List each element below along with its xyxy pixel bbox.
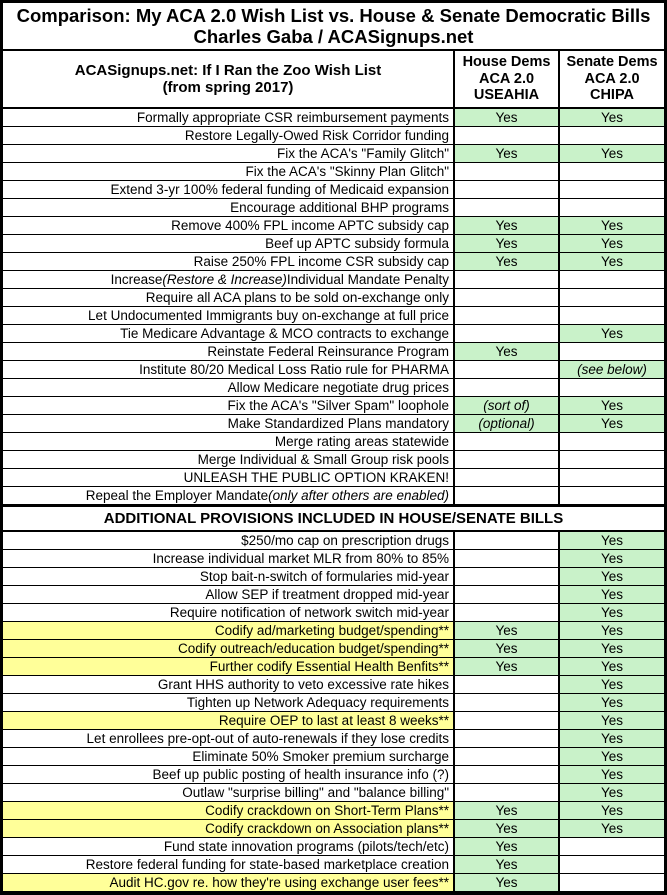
senate-bill-cell: Yes <box>558 586 664 603</box>
table-row <box>3 433 664 451</box>
house-bill-cell <box>453 568 558 585</box>
table-row <box>3 451 664 469</box>
column-header-row <box>3 51 664 109</box>
house-bill-cell <box>453 361 558 378</box>
senate-bill-cell <box>558 451 664 468</box>
house-bill-cell: Yes <box>453 217 558 234</box>
table-row <box>3 874 664 892</box>
house-bill-cell <box>453 451 558 468</box>
house-bill-cell <box>453 325 558 342</box>
house-bill-cell: (sort of) <box>453 397 558 414</box>
wishlist-item-label: Require notification of network switch mid-year <box>169 605 449 620</box>
house-bill-cell <box>453 487 558 504</box>
column-header-wishlist <box>3 51 453 107</box>
senate-bill-cell <box>558 487 664 504</box>
wishlist-item-label: Formally appropriate CSR reimbursement payments <box>136 110 449 125</box>
wishlist-item-label: Codify ad/marketing budget/spending** <box>3 622 453 639</box>
senate-header-line3: CHIPA <box>589 87 635 104</box>
house-bill-cell <box>453 469 558 486</box>
table-row <box>3 361 664 379</box>
senate-bill-cell: Yes <box>558 253 664 270</box>
house-bill-cell <box>453 586 558 603</box>
wishlist-header-line2: (from spring 2017) <box>162 79 294 96</box>
wishlist-item-label: Institute 80/20 Medical Loss Ratio rule for PHARMA <box>139 362 449 377</box>
table-row <box>3 532 664 550</box>
house-bill-cell: (optional) <box>453 415 558 432</box>
table-row <box>3 253 664 271</box>
wishlist-item-label: Require all ACA plans to be sold on-exchange only <box>145 290 449 305</box>
table-row <box>3 658 664 676</box>
table-title-block <box>3 3 664 51</box>
table-row <box>3 469 664 487</box>
house-bill-cell <box>453 127 558 144</box>
senate-bill-cell: Yes <box>558 415 664 432</box>
table-row <box>3 397 664 415</box>
wishlist-item-label: Encourage additional BHP programs <box>230 200 449 215</box>
senate-bill-cell <box>558 874 664 891</box>
wishlist-item-label-part: Repeal the Employer Mandate <box>85 488 269 503</box>
wishlist-item-label: Let Undocumented Immigrants buy on-exchange at full price <box>88 308 449 323</box>
senate-bill-cell <box>558 127 664 144</box>
house-bill-cell <box>453 199 558 216</box>
senate-bill-cell <box>558 181 664 198</box>
senate-bill-cell: Yes <box>558 640 664 657</box>
wishlist-item-label: Raise 250% FPL income CSR subsidy cap <box>193 254 449 269</box>
table-row <box>3 766 664 784</box>
house-bill-cell <box>453 712 558 729</box>
table-row <box>3 289 664 307</box>
senate-bill-cell <box>558 379 664 396</box>
house-bill-cell: Yes <box>453 253 558 270</box>
senate-bill-cell <box>558 469 664 486</box>
house-bill-cell: Yes <box>453 145 558 162</box>
house-bill-cell: Yes <box>453 343 558 360</box>
house-bill-cell <box>453 694 558 711</box>
wishlist-item-label: Stop bait-n-switch of formularies mid-year <box>199 569 449 584</box>
senate-bill-cell: Yes <box>558 235 664 252</box>
senate-header-line2: ACA 2.0 <box>584 70 640 87</box>
wishlist-item-label: Restore federal funding for state-based marketplace creation <box>85 857 449 872</box>
senate-header-line1: Senate Dems <box>566 54 658 71</box>
senate-bill-cell: Yes <box>558 568 664 585</box>
table-row <box>3 622 664 640</box>
senate-bill-cell: Yes <box>558 820 664 837</box>
wishlist-item-label: Tighten up Network Adequacy requirements <box>186 695 449 710</box>
wishlist-item-label: Remove 400% FPL income APTC subsidy cap <box>171 218 449 233</box>
wishlist-item-label-part: (only after others are enabled) <box>268 488 449 503</box>
wishlist-item-label: Fix the ACA's "Silver Spam" loophole <box>227 398 449 413</box>
house-header-line1: House Dems <box>462 54 551 71</box>
table-row <box>3 145 664 163</box>
wishlist-item-label <box>3 487 453 504</box>
wishlist-item-label-part: (Restore & Increase) <box>162 272 287 287</box>
house-header-line2: ACA 2.0 <box>478 70 535 87</box>
house-bill-cell <box>453 748 558 765</box>
senate-bill-cell: Yes <box>558 694 664 711</box>
house-bill-cell <box>453 532 558 549</box>
senate-bill-cell <box>558 289 664 306</box>
wishlist-item-label: Extend 3-yr 100% federal funding of Medicaid expansion <box>110 182 449 197</box>
house-bill-cell <box>453 271 558 288</box>
house-bill-cell <box>453 784 558 801</box>
table-row <box>3 838 664 856</box>
senate-bill-cell <box>558 307 664 324</box>
table-row <box>3 109 664 127</box>
wishlist-item-label: $250/mo cap on prescription drugs <box>241 533 449 548</box>
table-row <box>3 586 664 604</box>
senate-bill-cell: Yes <box>558 217 664 234</box>
wishlist-item-label: Make Standardized Plans mandatory <box>227 416 449 431</box>
senate-bill-cell: Yes <box>558 550 664 567</box>
house-bill-cell <box>453 307 558 324</box>
senate-bill-cell <box>558 433 664 450</box>
table-row <box>3 550 664 568</box>
senate-bill-cell: Yes <box>558 766 664 783</box>
page-subtitle: Charles Gaba / ACASignups.net <box>193 26 474 47</box>
table-row <box>3 820 664 838</box>
table-row <box>3 802 664 820</box>
table-row <box>3 271 664 289</box>
house-header-line3: USEAHIA <box>473 87 540 104</box>
senate-bill-cell: Yes <box>558 712 664 729</box>
table-row <box>3 217 664 235</box>
wishlist-item-label: UNLEASH THE PUBLIC OPTION KRAKEN! <box>183 470 449 485</box>
wishlist-item-label: Codify crackdown on Association plans** <box>3 820 453 837</box>
table-row <box>3 343 664 361</box>
table-row <box>3 181 664 199</box>
senate-bill-cell: Yes <box>558 730 664 747</box>
house-bill-cell <box>453 676 558 693</box>
house-bill-cell: Yes <box>453 109 558 126</box>
wishlist-item-label: Outlaw "surprise billing" and "balance billing" <box>182 785 449 800</box>
senate-bill-cell: Yes <box>558 397 664 414</box>
senate-bill-cell: Yes <box>558 532 664 549</box>
table-row <box>3 856 664 874</box>
wishlist-item-label <box>3 271 453 288</box>
table-row <box>3 307 664 325</box>
table-row <box>3 415 664 433</box>
wishlist-item-label-part: Increase <box>110 272 163 287</box>
wishlist-item-label: Merge Individual & Small Group risk pools <box>197 452 449 467</box>
table-row <box>3 730 664 748</box>
senate-bill-cell <box>558 271 664 288</box>
house-bill-cell: Yes <box>453 658 558 675</box>
wishlist-item-label-part: Individual Mandate Penalty <box>286 272 449 287</box>
additional-provisions-rows-section <box>3 532 664 892</box>
senate-bill-cell: Yes <box>558 658 664 675</box>
wishlist-item-label: Let enrollees pre-opt-out of auto-renewals if they lose credits <box>86 731 449 746</box>
senate-bill-cell <box>558 838 664 855</box>
column-header-house <box>453 51 558 107</box>
additional-provisions-header: ADDITIONAL PROVISIONS INCLUDED IN HOUSE/SENATE BILLS <box>3 505 664 532</box>
senate-bill-cell <box>558 343 664 360</box>
house-bill-cell: Yes <box>453 802 558 819</box>
column-header-senate <box>558 51 664 107</box>
wishlist-item-label: Further codify Essential Health Benfits** <box>3 658 453 675</box>
wishlist-rows-section <box>3 109 664 505</box>
senate-bill-cell <box>558 163 664 180</box>
wishlist-item-label: Require OEP to last at least 8 weeks** <box>3 712 453 729</box>
senate-bill-cell <box>558 856 664 873</box>
house-bill-cell: Yes <box>453 874 558 891</box>
senate-bill-cell: Yes <box>558 676 664 693</box>
wishlist-item-label: Grant HHS authority to veto excessive rate hikes <box>157 677 449 692</box>
house-bill-cell <box>453 289 558 306</box>
wishlist-item-label: Allow Medicare negotiate drug prices <box>227 380 449 395</box>
table-row <box>3 568 664 586</box>
senate-bill-cell: Yes <box>558 145 664 162</box>
table-row <box>3 127 664 145</box>
house-bill-cell <box>453 181 558 198</box>
house-bill-cell <box>453 766 558 783</box>
wishlist-item-label: Eliminate 50% Smoker premium surcharge <box>192 749 449 764</box>
senate-bill-cell: (see below) <box>558 361 664 378</box>
senate-bill-cell: Yes <box>558 604 664 621</box>
senate-bill-cell: Yes <box>558 109 664 126</box>
wishlist-item-label: Allow SEP if treatment dropped mid-year <box>205 587 449 602</box>
house-bill-cell <box>453 550 558 567</box>
table-row <box>3 784 664 802</box>
wishlist-item-label: Fund state innovation programs (pilots/tech/etc) <box>163 839 449 854</box>
house-bill-cell <box>453 730 558 747</box>
page-title: Comparison: My ACA 2.0 Wish List vs. House & Senate Democratic Bills <box>16 4 651 26</box>
table-row <box>3 676 664 694</box>
house-bill-cell: Yes <box>453 838 558 855</box>
table-row <box>3 235 664 253</box>
house-bill-cell: Yes <box>453 640 558 657</box>
house-bill-cell: Yes <box>453 622 558 639</box>
wishlist-item-label: Audit HC.gov re. how they're using exchange user fees** <box>3 874 453 891</box>
wishlist-item-label: Reinstate Federal Reinsurance Program <box>207 344 449 359</box>
house-bill-cell <box>453 433 558 450</box>
table-row <box>3 487 664 505</box>
table-row <box>3 748 664 766</box>
table-row <box>3 379 664 397</box>
senate-bill-cell: Yes <box>558 802 664 819</box>
wishlist-item-label: Restore Legally-Owed Risk Corridor funding <box>184 128 449 143</box>
table-row <box>3 712 664 730</box>
table-row <box>3 325 664 343</box>
wishlist-item-label: Increase individual market MLR from 80% to 85% <box>152 551 449 566</box>
house-bill-cell: Yes <box>453 820 558 837</box>
wishlist-item-label: Codify outreach/education budget/spending** <box>3 640 453 657</box>
table-row <box>3 604 664 622</box>
wishlist-item-label: Tie Medicare Advantage & MCO contracts to exchange <box>120 326 449 341</box>
wishlist-item-label: Codify crackdown on Short-Term Plans** <box>3 802 453 819</box>
wishlist-header-line1: ACASignups.net: If I Ran the Zoo Wish List <box>74 61 382 79</box>
house-bill-cell <box>453 604 558 621</box>
house-bill-cell: Yes <box>453 235 558 252</box>
house-bill-cell <box>453 163 558 180</box>
wishlist-item-label: Fix the ACA's "Family Glitch" <box>277 146 449 161</box>
senate-bill-cell <box>558 199 664 216</box>
wishlist-item-label: Fix the ACA's "Skinny Plan Glitch" <box>245 164 449 179</box>
wishlist-item-label: Merge rating areas statewide <box>274 434 449 449</box>
senate-bill-cell: Yes <box>558 748 664 765</box>
table-row <box>3 199 664 217</box>
senate-bill-cell: Yes <box>558 784 664 801</box>
table-row <box>3 640 664 658</box>
senate-bill-cell: Yes <box>558 622 664 639</box>
wishlist-item-label: Beef up APTC subsidy formula <box>265 236 449 251</box>
wishlist-item-label: Beef up public posting of health insurance info (?) <box>152 767 449 782</box>
table-row <box>3 163 664 181</box>
table-row <box>3 694 664 712</box>
house-bill-cell: Yes <box>453 856 558 873</box>
house-bill-cell <box>453 379 558 396</box>
senate-bill-cell: Yes <box>558 325 664 342</box>
